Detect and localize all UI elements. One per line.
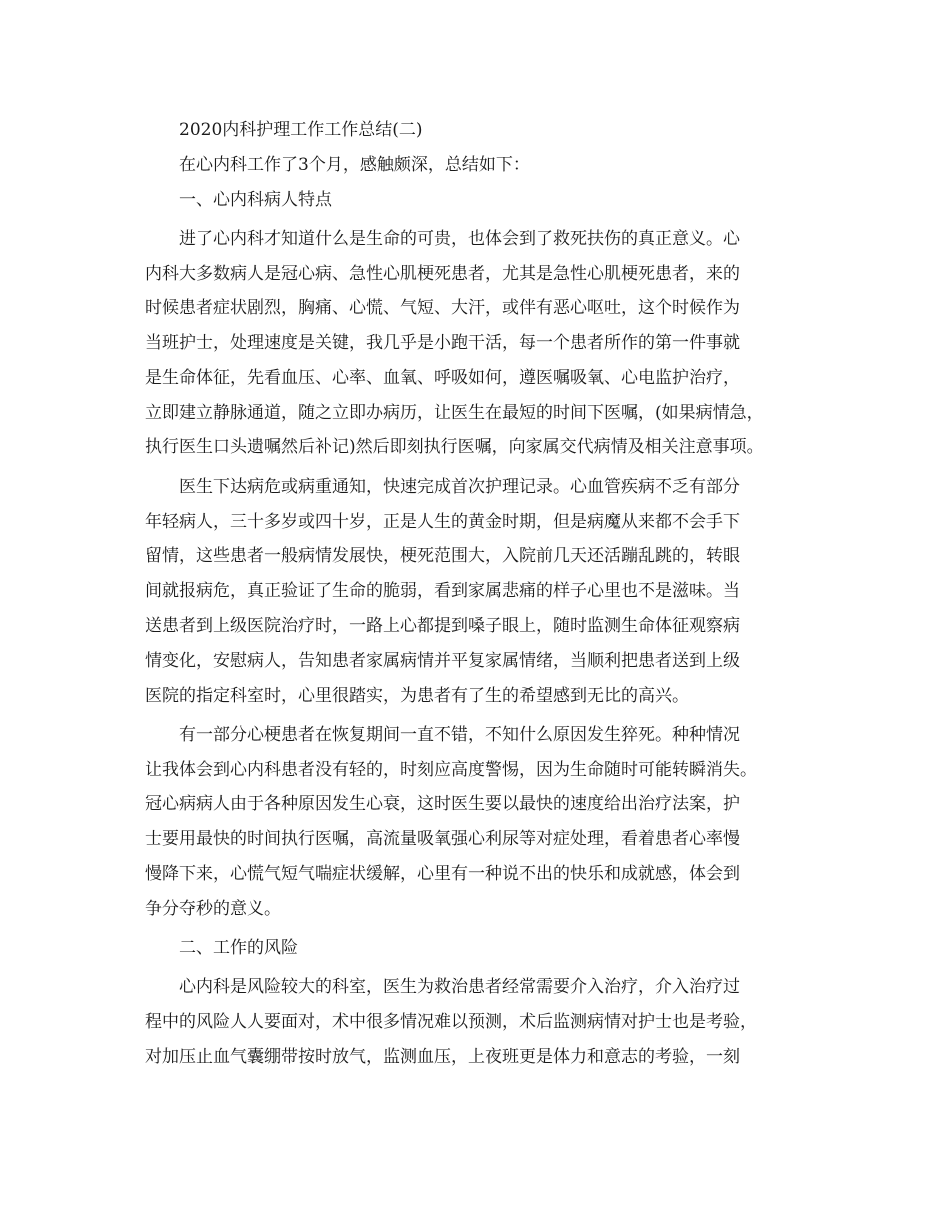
text-line: 送患者到上级医院治疗时，一路上心都提到嗓子眼上，随时监测生命体征观察病 [145,616,740,636]
text-line: 执行医生口头遗嘱然后补记)然后即刻执行医嘱，向家属交代病情及相关注意事项。 [145,437,764,457]
text-line: 冠心病病人由于各种原因发生心衰，这时医生要以最快的速度给出治疗法案，护 [145,794,740,814]
text-line: 争分夺秒的意义。 [145,899,281,919]
text-line: 在心内科工作了3个月，感触颇深，总结如下： [179,155,530,175]
text-line: 时候患者症状剧烈，胸痛、心慌、气短、大汗，或伴有恶心呕吐，这个时候作为 [145,298,740,318]
text-line: 让我体会到心内科患者没有轻的，时刻应高度警惕，因为生命随时可能转瞬消失。 [145,760,757,780]
text-line: 进了心内科才知道什么是生命的可贵，也体会到了救死扶伤的真正意义。心 [179,229,740,249]
text-line: 是生命体征，先看血压、心率、血氧、呼吸如何，遵医嘱吸氧、心电监护治疗， [145,368,740,388]
text-line: 间就报病危，真正验证了生命的脆弱，看到家属悲痛的样子心里也不是滋味。当 [145,581,740,601]
section-heading: 一、心内科病人特点 [179,190,332,210]
text-line: 内科大多数病人是冠心病、急性心肌梗死患者，尤其是急性心肌梗死患者，来的 [145,264,740,284]
text-line: 医生下达病危或病重通知，快速完成首次护理记录。心血管疾病不乏有部分 [179,477,740,497]
text-line: 年轻病人，三十多岁或四十岁，正是人生的黄金时期，但是病魔从来都不会手下 [145,512,740,532]
section-heading: 二、工作的风险 [179,938,298,958]
text-line: 当班护士，处理速度是关键，我几乎是小跑干活，每一个患者所作的第一件事就 [145,333,740,353]
text-line: 心内科是风险较大的科室，医生为救治患者经常需要介入治疗，介入治疗过 [179,977,740,997]
text-line: 对加压止血气囊绷带按时放气，监测血压，上夜班更是体力和意志的考验，一刻 [145,1047,740,1067]
document-title: 2020内科护理工作工作总结(二) [179,120,423,140]
text-line: 有一部分心梗患者在恢复期间一直不错，不知什么原因发生猝死。种种情况 [179,725,740,745]
text-line: 情变化，安慰病人，告知患者家属病情并平复家属情绪，当顺利把患者送到上级 [145,651,740,671]
text-line: 慢降下来，心慌气短气喘症状缓解，心里有一种说不出的快乐和成就感，体会到 [145,864,740,884]
text-line: 程中的风险人人要面对，术中很多情况难以预测，术后监测病情对护士也是考验， [145,1012,757,1032]
text-line: 士要用最快的时间执行医嘱，高流量吸氧强心利尿等对症处理，看着患者心率慢 [145,829,740,849]
text-line: 医院的指定科室时，心里很踏实，为患者有了生的希望感到无比的高兴。 [145,686,689,706]
text-line: 留情，这些患者一般病情发展快，梗死范围大，入院前几天还活蹦乱跳的，转眼 [145,546,740,566]
text-line: 立即建立静脉通道，随之立即办病历，让医生在最短的时间下医嘱，(如果病情急， [145,403,764,423]
